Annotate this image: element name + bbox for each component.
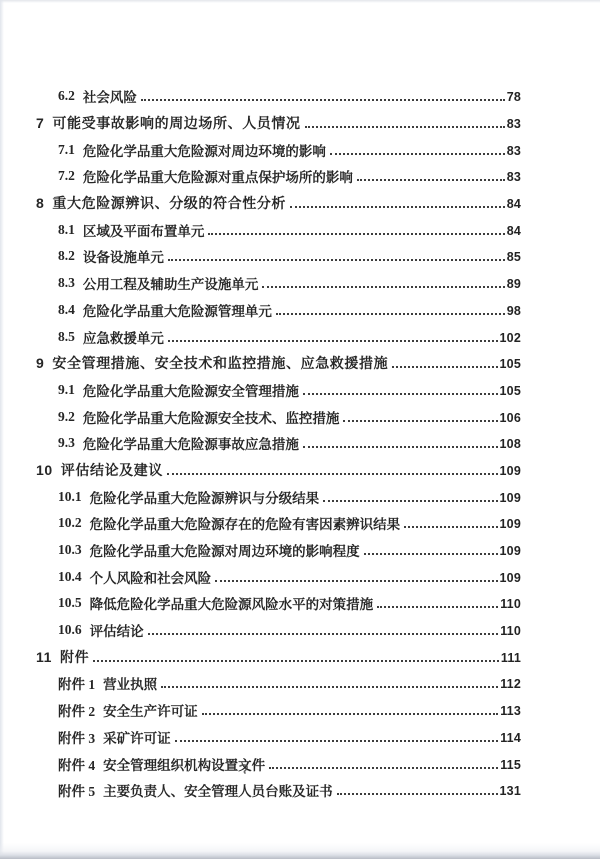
toc-item-title: 评估结论 xyxy=(89,624,144,640)
toc-item-page: 110 xyxy=(500,624,521,639)
dot-leader xyxy=(141,99,505,101)
toc-item-title: 主要负责人、安全管理人员台账及证书 xyxy=(103,784,333,800)
scan-edge-top xyxy=(0,0,600,3)
toc-row xyxy=(36,777,521,804)
dot-leader xyxy=(208,233,504,235)
toc-item-number: 10.3 xyxy=(58,542,82,558)
toc-item-title: 采矿许可证 xyxy=(103,730,171,746)
toc-item-number: 8.2 xyxy=(58,248,75,264)
toc-item-title: 可能受事故影响的周边场所、人员情况 xyxy=(52,115,301,132)
toc-item-number: 附件 5 xyxy=(58,784,96,800)
toc-row xyxy=(36,377,521,404)
dot-leader xyxy=(202,713,499,715)
dot-leader xyxy=(276,313,505,315)
dot-leader xyxy=(168,259,505,261)
toc-row xyxy=(36,670,521,697)
toc-item-page: 109 xyxy=(499,517,521,532)
toc-item-page: 84 xyxy=(506,223,521,238)
toc-item-page: 85 xyxy=(506,250,521,265)
toc-item-number: 8.1 xyxy=(58,221,75,237)
toc-row xyxy=(36,136,521,163)
toc-item-number: 9.2 xyxy=(58,408,75,424)
toc-item-number: 8.4 xyxy=(58,301,75,317)
toc-item-title: 安全管理组织机构设置文件 xyxy=(103,757,266,773)
toc-item-number: 10.5 xyxy=(58,595,82,611)
toc-item-page: 83 xyxy=(506,170,521,185)
toc-item-page: 110 xyxy=(500,597,521,612)
toc-item-number: 9 xyxy=(36,355,45,372)
toc-row xyxy=(36,643,521,670)
toc-row xyxy=(36,110,521,137)
toc-row xyxy=(36,483,521,510)
dot-leader xyxy=(148,633,499,635)
toc-item-page: 98 xyxy=(506,303,521,318)
toc-row xyxy=(36,403,521,430)
toc-row xyxy=(36,537,521,564)
toc-item-title: 危险化学品重大危险源对重点保护场所的影响 xyxy=(82,170,353,186)
toc-item-title: 安全生产许可证 xyxy=(103,704,198,720)
dot-leader xyxy=(392,366,497,368)
toc-row xyxy=(36,270,521,297)
dot-leader xyxy=(305,126,505,128)
toc-item-page: 78 xyxy=(506,90,521,105)
toc-item-page: 106 xyxy=(499,410,521,425)
toc-item-number: 7 xyxy=(36,115,45,132)
toc-item-page: 111 xyxy=(500,650,521,665)
toc-item-number: 9.1 xyxy=(58,381,75,397)
toc-row xyxy=(36,457,521,484)
toc-item-number: 附件 2 xyxy=(58,704,96,720)
dot-leader xyxy=(303,393,498,395)
toc-item-page: 105 xyxy=(499,383,521,398)
toc-item-number: 10.6 xyxy=(58,622,82,638)
dot-leader xyxy=(215,580,497,582)
toc-item-page: 105 xyxy=(499,357,521,372)
toc-item-title: 降低危险化学品重大危险源风险水平的对策措施 xyxy=(89,597,374,613)
dot-leader xyxy=(167,473,498,475)
toc-item-title: 重大危险源辨识、分级的符合性分析 xyxy=(52,195,286,212)
toc-item-page: 102 xyxy=(499,330,521,345)
toc-list xyxy=(36,83,521,804)
toc-item-title: 危险化学品重大危险源对周边环境的影响 xyxy=(82,143,326,159)
dot-leader xyxy=(93,660,499,662)
dot-leader xyxy=(377,606,498,608)
dot-leader xyxy=(343,420,497,422)
toc-item-page: 108 xyxy=(499,437,521,452)
toc-row xyxy=(36,163,521,190)
dot-leader xyxy=(168,340,498,342)
dot-leader xyxy=(290,206,505,208)
toc-row xyxy=(36,350,521,377)
toc-item-number: 11 xyxy=(36,648,52,665)
toc-row xyxy=(36,563,521,590)
toc-item-number: 10.4 xyxy=(58,568,82,584)
toc-item-title: 应急救援单元 xyxy=(82,330,164,346)
toc-row xyxy=(36,83,521,110)
toc-item-page: 109 xyxy=(499,570,521,585)
toc-item-number: 10 xyxy=(36,461,53,478)
toc-item-title: 公用工程及辅助生产设施单元 xyxy=(82,277,259,293)
toc-row xyxy=(36,510,521,537)
toc-item-title: 危险化学品重大危险源对周边环境的影响程度 xyxy=(89,544,360,560)
toc-item-page: 115 xyxy=(500,757,521,772)
scan-edge-bottom xyxy=(0,843,600,859)
toc-item-title: 营业执照 xyxy=(103,677,158,693)
toc-item-title: 个人风险和社会风险 xyxy=(89,570,212,586)
dot-leader xyxy=(364,553,498,555)
dot-leader xyxy=(161,686,498,688)
toc-item-title: 危险化学品重大危险源辨识与分级结果 xyxy=(89,490,320,506)
toc-row xyxy=(36,617,521,644)
toc-item-number: 8.5 xyxy=(58,328,75,344)
toc-item-page: 109 xyxy=(499,463,521,478)
toc-item-number: 8.3 xyxy=(58,275,75,291)
toc-item-page: 83 xyxy=(506,117,521,132)
dot-leader xyxy=(175,740,499,742)
ink-smudge-artifact xyxy=(238,762,252,776)
toc-item-number: 8 xyxy=(36,195,45,212)
toc-item-title: 危险化学品重大危险源存在的危险有害因素辨识结果 xyxy=(89,517,401,533)
toc-row xyxy=(36,323,521,350)
dot-leader xyxy=(404,526,497,528)
toc-item-title: 社会风险 xyxy=(82,90,137,106)
toc-row xyxy=(36,430,521,457)
toc-item-page: 83 xyxy=(506,143,521,158)
toc-row xyxy=(36,297,521,324)
toc-row xyxy=(36,190,521,217)
toc-row xyxy=(36,750,521,777)
dot-leader xyxy=(269,767,498,769)
toc-item-title: 安全管理措施、安全技术和监控措施、应急救援措施 xyxy=(52,355,389,372)
toc-row xyxy=(36,697,521,724)
toc-item-page: 109 xyxy=(499,544,521,559)
toc-item-title: 危险化学品重大危险源事故应急措施 xyxy=(82,437,299,453)
scan-edge-left xyxy=(0,0,4,859)
toc-item-number: 7.1 xyxy=(58,141,75,157)
toc-item-number: 附件 4 xyxy=(58,757,96,773)
toc-item-title: 设备设施单元 xyxy=(82,250,164,266)
toc-item-number: 7.2 xyxy=(58,168,75,184)
dot-leader xyxy=(303,446,498,448)
dot-leader xyxy=(357,179,505,181)
toc-item-page: 89 xyxy=(506,277,521,292)
toc-row xyxy=(36,243,521,270)
toc-item-title: 区域及平面布置单元 xyxy=(82,223,205,239)
toc-item-title: 评估结论及建议 xyxy=(60,461,163,478)
toc-item-number: 6.2 xyxy=(58,88,75,104)
toc-item-page: 114 xyxy=(500,730,521,745)
toc-item-title: 危险化学品重大危险源安全技术、监控措施 xyxy=(82,410,340,426)
toc-item-page: 112 xyxy=(500,677,521,692)
toc-row xyxy=(36,724,521,751)
toc-item-title: 危险化学品重大危险源安全管理措施 xyxy=(82,383,299,399)
toc-row xyxy=(36,216,521,243)
toc-item-page: 131 xyxy=(499,784,521,799)
toc-item-title: 附件 xyxy=(60,648,90,665)
toc-item-number: 10.1 xyxy=(58,488,82,504)
toc-item-page: 109 xyxy=(499,490,521,505)
toc-item-page: 113 xyxy=(500,704,521,719)
toc-row xyxy=(36,590,521,617)
toc-item-number: 9.3 xyxy=(58,435,75,451)
toc-item-number: 10.2 xyxy=(58,515,82,531)
toc-item-title: 危险化学品重大危险源管理单元 xyxy=(82,303,272,319)
toc-item-number: 附件 3 xyxy=(58,730,96,746)
dot-leader xyxy=(330,153,505,155)
dot-leader xyxy=(337,793,498,795)
dot-leader xyxy=(262,286,504,288)
toc-item-page: 84 xyxy=(506,197,521,212)
dot-leader xyxy=(323,500,497,502)
toc-item-number: 附件 1 xyxy=(58,677,96,693)
